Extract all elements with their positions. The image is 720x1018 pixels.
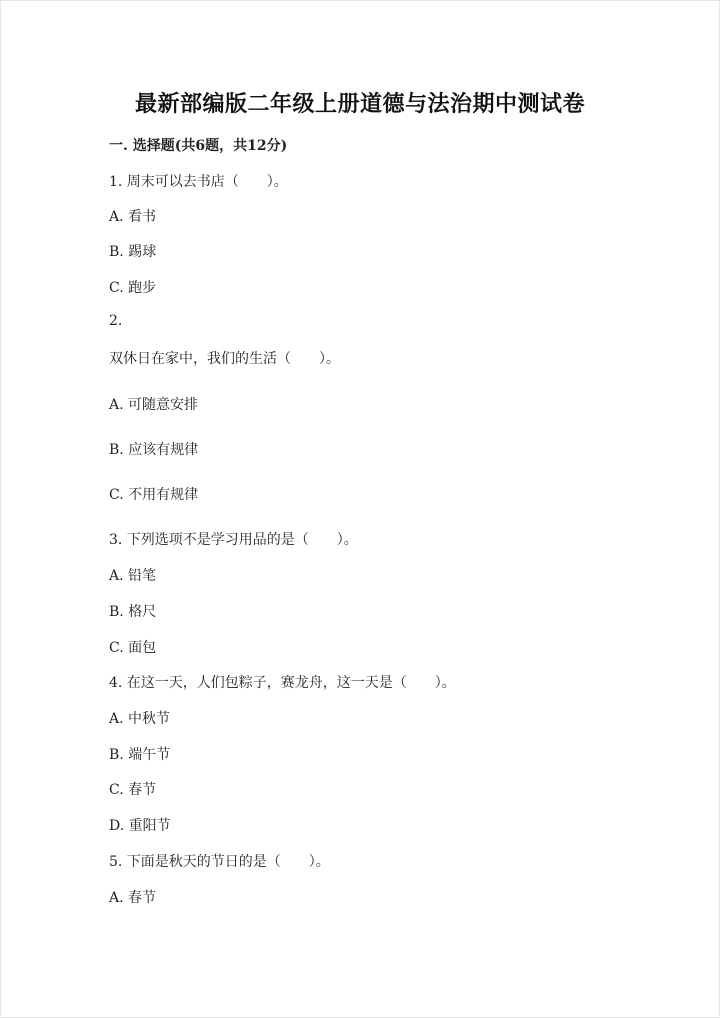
- question-3-option-c: C. 面包: [109, 640, 157, 656]
- question-1-stem: 1. 周末可以去书店（ ）。: [109, 174, 288, 190]
- question-4-stem: 4. 在这一天，人们包粽子，赛龙舟，这一天是（ ）。: [109, 675, 456, 691]
- document-title: 最新部编版二年级上册道德与法治期中测试卷: [134, 91, 585, 117]
- question-4-option-d: D. 重阳节: [109, 818, 171, 834]
- question-3-stem: 3. 下列选项不是学习用品的是（ ）。: [109, 532, 358, 548]
- question-2-option-a: A. 可随意安排: [109, 397, 199, 413]
- question-2-number: 2.: [109, 313, 123, 329]
- question-1-option-c: C. 跑步: [109, 280, 157, 296]
- question-4-option-a: A. 中秋节: [109, 711, 171, 727]
- question-3-option-b: B. 格尺: [109, 604, 157, 620]
- question-3-option-a: A. 铅笔: [109, 568, 157, 584]
- question-2-option-c: C. 不用有规律: [109, 487, 199, 503]
- question-4-option-b: B. 端午节: [109, 747, 171, 763]
- question-5-option-a: A. 春节: [109, 890, 157, 906]
- question-2-stem: 双休日在家中，我们的生活（ ）。: [109, 351, 340, 367]
- question-1-option-b: B. 踢球: [109, 244, 157, 260]
- section-heading: 一. 选择题(共6题，共12分): [109, 138, 288, 154]
- question-2-option-b: B. 应该有规律: [109, 442, 199, 458]
- question-5-stem: 5. 下面是秋天的节日的是（ ）。: [109, 854, 330, 870]
- question-1-option-a: A. 看书: [109, 209, 157, 225]
- question-4-option-c: C. 春节: [109, 782, 157, 798]
